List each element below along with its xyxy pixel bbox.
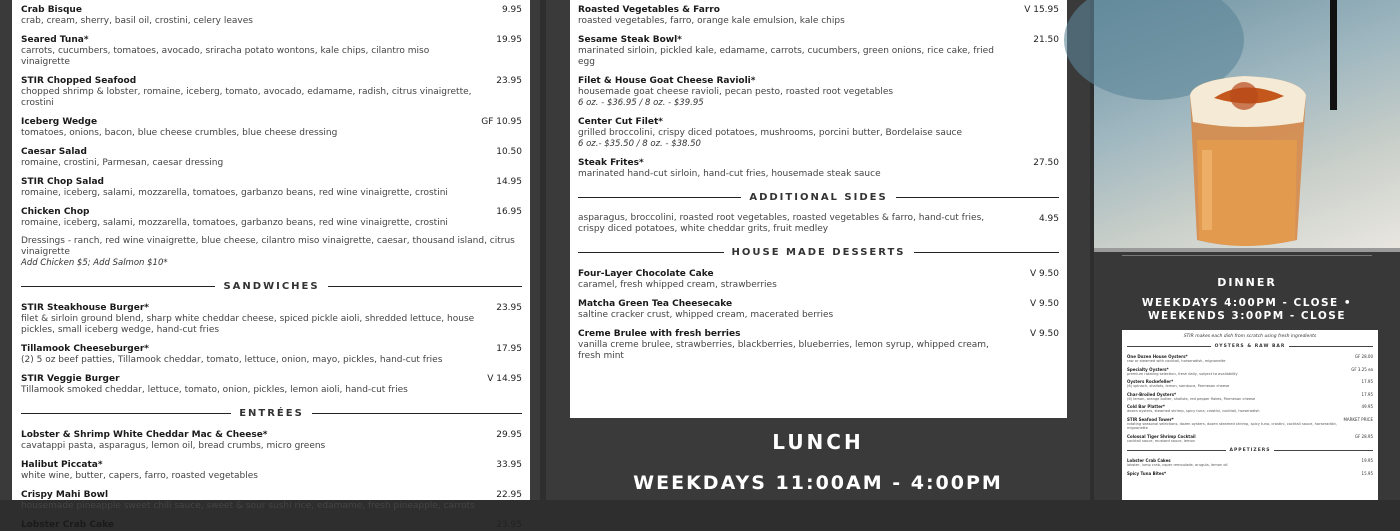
item-name: Filet & House Goat Cheese Ravioli* [578, 76, 756, 86]
item-name: Specialty Oysters* [1127, 366, 1169, 372]
item-name: Lobster Crab Cakes [1127, 458, 1171, 463]
menu-item [21, 176, 522, 199]
item-description: marinated hand-cut sirloin, hand-cut fries, housemade steak sauce [578, 169, 881, 179]
item-price: 17.95 [1361, 391, 1373, 397]
mini-section-heading [1127, 344, 1373, 349]
item-name: STIR Chopped Seafood [21, 76, 137, 86]
item-name: Four-Layer Chocolate Cake [578, 269, 714, 279]
mini-section-heading [1127, 448, 1373, 453]
dinner-title: DINNER [1217, 276, 1277, 289]
menu-item [21, 75, 522, 109]
item-name: Roasted Vegetables & Farro [578, 5, 720, 15]
cocktail-illustration [1094, 0, 1400, 248]
item-description: Tillamook smoked cheddar, lettuce, tomato, onion, pickles, lemon aioli, hand-cut fries [21, 385, 408, 395]
item-price: 15.95 [1361, 470, 1373, 476]
menu-item [21, 429, 522, 452]
menu-item [578, 328, 1059, 362]
menu-item [21, 34, 522, 68]
item-description: chopped shrimp & lobster, romaine, iceberg, tomato, avocado, edamame, radish, citrus vinaigrette, crostini [21, 87, 472, 108]
item-portion-note: 6 oz. - $36.95 / 8 oz. - $39.95 [578, 98, 704, 108]
lunch-title: LUNCH [772, 430, 864, 454]
item-price: V 14.95 [487, 374, 522, 384]
item-description: (6) lemon, orange butter, shallots, red pepper flakes, Parmesan cheese [1127, 396, 1256, 401]
sandwiches-title: SANDWICHES [223, 281, 320, 292]
mains-list [578, 4, 1059, 180]
add-protein-note: Add Chicken $5; Add Salmon $10* [21, 258, 168, 268]
item-name: Lobster & Shrimp White Cheddar Mac & Cheese* [21, 430, 268, 440]
item-description: cavatappi pasta, asparagus, lemon oil, bread crumbs, micro greens [21, 441, 326, 451]
menu-item [1127, 367, 1373, 377]
item-price: 23.95 [496, 303, 522, 313]
menu-item [21, 302, 522, 336]
item-description: housemade goat cheese ravioli, pecan pesto, roasted root vegetables [578, 87, 894, 97]
desserts-heading [578, 247, 1059, 258]
menu-item [1127, 471, 1373, 476]
menu-item [578, 157, 1059, 180]
item-price: 16.95 [496, 207, 522, 217]
item-name: Char-Broiled Oysters* [1127, 391, 1177, 397]
entrees-title: ENTRÉES [239, 408, 304, 419]
menu-item [21, 519, 522, 531]
item-price: 10.50 [496, 147, 522, 157]
item-description: housemade pineapple sweet chili sauce, sweet & sour sushi rice, edamame, fresh pineapple, carrots [21, 501, 475, 511]
item-description: white wine, butter, capers, farro, roasted vegetables [21, 471, 258, 481]
divider-strip [1094, 248, 1400, 252]
middle-menu-page [570, 0, 1067, 418]
item-name: Matcha Green Tea Cheesecake [578, 299, 733, 309]
mini-appetizers-list [1127, 458, 1373, 476]
item-name: Colossal Tiger Shrimp Cocktail [1127, 433, 1196, 439]
item-price: 29.95 [496, 430, 522, 440]
cocktail-photo [1094, 0, 1400, 248]
item-price: 23.95 [496, 520, 522, 530]
menu-item [1127, 458, 1373, 468]
left-menu-column [0, 0, 540, 530]
dinner-hours: WEEKDAYS 4:00PM - CLOSE • WEEKENDS 3:00PM - CLOSE [1141, 297, 1353, 322]
menu-item [21, 4, 522, 27]
item-price: V 15.95 [1024, 5, 1059, 15]
item-name: Chicken Chop [21, 207, 90, 217]
mini-intro: STIR makes each dish from scratch using fresh ingredients [1183, 334, 1317, 339]
item-price: GF 28.95 [1354, 433, 1373, 439]
item-name: STIR Veggie Burger [21, 374, 120, 384]
item-price: GF 10.95 [481, 117, 522, 127]
item-name: Crispy Mahi Bowl [21, 490, 109, 500]
item-price: 19.95 [496, 35, 522, 45]
item-description: caramel, fresh whipped cream, strawberries [578, 280, 777, 290]
item-description: saltine cracker crust, whipped cream, macerated berries [578, 310, 834, 320]
starters-list [21, 4, 522, 229]
item-description: romaine, crostini, Parmesan, caesar dressing [21, 158, 224, 168]
item-name: Halibut Piccata* [21, 460, 103, 470]
item-price: GF 3.25 ea [1351, 366, 1373, 372]
sides-heading [578, 192, 1059, 203]
item-name: Lobster Crab Cake [21, 520, 114, 530]
menu-item [21, 373, 522, 396]
sides-price: 4.95 [1038, 214, 1059, 224]
item-price: GF 28.00 [1354, 354, 1373, 359]
item-name: Tillamook Cheeseburger* [21, 344, 149, 354]
entrees-list [21, 429, 522, 531]
item-name: Center Cut Filet* [578, 117, 663, 127]
item-description: rotating seasonal selections, dozen oysters, dozen steamed shrimp, spicy tuna, crostini, cocktail sauce, horseradish, mignonette [1127, 421, 1337, 430]
menu-item [578, 298, 1059, 321]
right-column [1094, 0, 1400, 500]
item-description: raw or steamed with cocktail, horseradish, mignonette [1127, 359, 1226, 363]
mini-section-title: APPETIZERS [1229, 448, 1271, 453]
dressings-note: Dressings - ranch, red wine vinaigrette, blue cheese, cilantro miso vinaigrette, caesar, thousand island, citrus vinaigrette [21, 236, 515, 257]
item-name: Caesar Salad [21, 147, 87, 157]
menu-item [21, 343, 522, 366]
menu-item [578, 268, 1059, 291]
menu-item [21, 116, 522, 139]
item-description: roasted vegetables, farro, orange kale emulsion, kale chips [578, 16, 845, 26]
item-description: marinated sirloin, pickled kale, edamame, carrots, cucumbers, green onions, rice cake, fried egg [578, 46, 994, 67]
item-price: 21.50 [1033, 35, 1059, 45]
left-menu-page [12, 0, 530, 530]
item-name: STIR Steakhouse Burger* [21, 303, 149, 313]
menu-item [578, 4, 1059, 27]
item-name: Cold Bar Platter* [1127, 404, 1166, 409]
item-price: 22.95 [496, 490, 522, 500]
menu-item [1127, 434, 1373, 444]
menu-item [1127, 392, 1373, 402]
mini-section-title: OYSTERS & RAW BAR [1214, 344, 1286, 349]
item-description: tomatoes, onions, bacon, blue cheese crumbles, blue cheese dressing [21, 128, 338, 138]
menu-item [21, 459, 522, 482]
item-description: romaine, iceberg, salami, mozzarella, tomatoes, garbanzo beans, red wine vinaigrette, crostini [21, 188, 448, 198]
menu-item [578, 116, 1059, 150]
sides-title: ADDITIONAL SIDES [749, 192, 888, 203]
item-name: One Dozen House Oysters* [1127, 354, 1188, 359]
item-description: carrots, cucumbers, tomatoes, avocado, sriracha potato wontons, kale chips, cilantro miso vinaigrette [21, 46, 430, 67]
menu-item [1127, 404, 1373, 414]
menu-item [21, 489, 522, 512]
sandwiches-list [21, 302, 522, 396]
item-name: Oysters Rockefeller* [1127, 379, 1174, 384]
item-description: vanilla creme brulee, strawberries, blackberries, blueberries, lemon syrup, whipped cream, fresh mint [578, 340, 989, 361]
item-description: (2) 5 oz beef patties, Tillamook cheddar, tomato, lettuce, onion, mayo, pickles, hand-cut fries [21, 355, 443, 365]
item-price: 9.95 [501, 5, 522, 15]
lunch-banner [546, 430, 1090, 494]
item-price: 23.95 [496, 76, 522, 86]
item-price: V 9.50 [1029, 269, 1059, 279]
middle-menu-column [546, 0, 1090, 500]
item-price: 33.95 [496, 460, 522, 470]
item-name: Sesame Steak Bowl* [578, 35, 682, 45]
item-description: grilled broccolini, crispy diced potatoes, mushrooms, porcini butter, Bordelaise sauce [578, 128, 963, 138]
dinner-rule [1122, 255, 1372, 256]
item-price: 19.95 [1361, 458, 1373, 463]
item-description: filet & sirloin ground blend, sharp white cheddar cheese, spiced pickle aioli, shredded lettuce, house pickles, small iceberg wedge, hand-cut fries [21, 314, 475, 335]
item-price: 14.95 [496, 177, 522, 187]
menu-item [21, 206, 522, 229]
entrees-heading [21, 408, 522, 419]
item-description: premium rotating selection, fresh daily, subject to availability [1127, 371, 1238, 376]
item-name: Steak Frites* [578, 158, 644, 168]
item-name: Creme Brulee with fresh berries [578, 329, 741, 339]
dinner-menu-thumbnail [1122, 330, 1378, 500]
desserts-list [578, 268, 1059, 362]
item-price: V 9.50 [1029, 329, 1059, 339]
item-description: crab, cream, sherry, basil oil, crostini, celery leaves [21, 16, 253, 26]
item-description: romaine, iceberg, salami, mozzarella, tomatoes, garbanzo beans, red wine vinaigrette, crostini [21, 218, 448, 228]
sandwiches-heading [21, 281, 522, 292]
item-description: cocktail sauce, mustard sauce, lemon [1127, 438, 1195, 443]
item-name: Seared Tuna* [21, 35, 89, 45]
item-portion-note: 6 oz.- $35.50 / 8 oz. - $38.50 [578, 139, 701, 149]
item-price: 17.95 [1361, 379, 1373, 384]
item-price: 49.95 [1361, 404, 1373, 409]
item-description: (6) spinach, shallots, lemon, sambuca, Parmesan cheese [1127, 384, 1230, 388]
item-price: V 9.50 [1029, 299, 1059, 309]
lunch-hours: WEEKDAYS 11:00AM - 4:00PM [633, 472, 1003, 494]
item-name: STIR Chop Salad [21, 177, 104, 187]
menu-item [578, 75, 1059, 109]
mini-raw-bar-list [1127, 354, 1373, 443]
item-name: STIR Seafood Tower* [1127, 416, 1174, 422]
item-description: lobster, lump crab, caper remoulade, arugula, lemon oil [1127, 463, 1228, 467]
item-price: MARKET PRICE [1343, 416, 1373, 422]
menu-item [1127, 417, 1373, 431]
item-name: Crab Bisque [21, 5, 82, 15]
menu-item [1127, 354, 1373, 364]
item-price: 27.50 [1033, 158, 1059, 168]
sides-row [578, 213, 1059, 235]
item-price: 17.95 [496, 344, 522, 354]
menu-item [21, 146, 522, 169]
item-description: dozen oysters, steamed shrimp, spicy tuna, crostini, cocktail, horseradish [1127, 409, 1260, 413]
sides-desc: asparagus, broccolini, roasted root vegetables, roasted vegetables & farro, hand-cut fries, crispy diced potatoes, white cheddar grits, fruit medley [578, 213, 985, 234]
menu-item [1127, 379, 1373, 389]
item-name: Iceberg Wedge [21, 117, 98, 127]
desserts-title: HOUSE MADE DESSERTS [731, 247, 906, 258]
menu-item [578, 34, 1059, 68]
item-name: Spicy Tuna Bites* [1127, 470, 1167, 476]
